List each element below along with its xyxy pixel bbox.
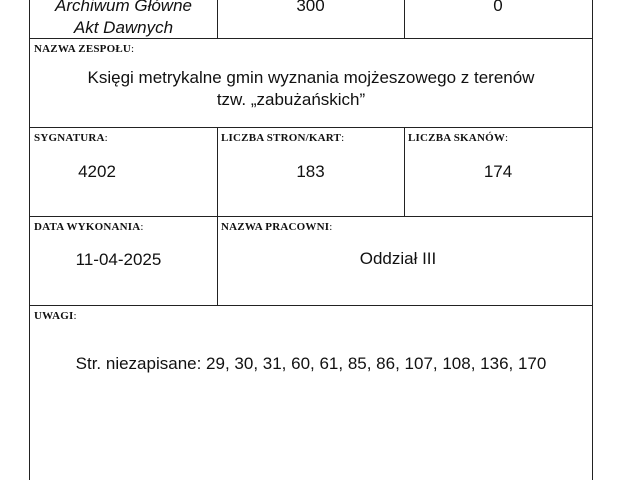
row-divider: [30, 216, 592, 217]
archive-name-line1: Archiwum Główne: [55, 0, 192, 15]
archive-name-line2: Akt Dawnych: [73, 18, 174, 37]
notes-label: UWAGI:: [34, 310, 77, 322]
archive-name: [30, 0, 217, 39]
scans-value: 174: [483, 162, 513, 181]
scans-label: LICZBA SKANÓW:: [408, 132, 509, 144]
row-divider: [30, 127, 592, 128]
fonds-value-line1: Księgi metrykalne gmin wyznania mojżeszowego z terenów: [87, 68, 535, 87]
fonds-value-line2: tzw. „zabużańskich”: [216, 90, 366, 109]
fonds-label: NAZWA ZESPOŁU:: [34, 43, 135, 55]
date-label: DATA WYKONANIA:: [34, 221, 144, 233]
notes-value: Str. niezapisane: 29, 30, 31, 60, 61, 85, 86, 107, 108, 136, 170: [75, 354, 547, 373]
fonds-value: [30, 67, 592, 111]
row-divider: [30, 305, 592, 306]
signature-value: 4202: [78, 162, 116, 181]
workshop-label: NAZWA PRACOWNI:: [221, 221, 333, 233]
top-mid-value: 300: [296, 0, 325, 15]
signature-label: SYGNATURA:: [34, 132, 108, 144]
workshop-value: Oddział III: [359, 249, 437, 268]
metadata-card: [29, 0, 593, 480]
pages-label: LICZBA STRON/KART:: [221, 132, 345, 144]
top-right-value: 0: [493, 0, 503, 15]
date-value: 11-04-2025: [75, 250, 162, 269]
pages-value: 183: [296, 162, 325, 181]
